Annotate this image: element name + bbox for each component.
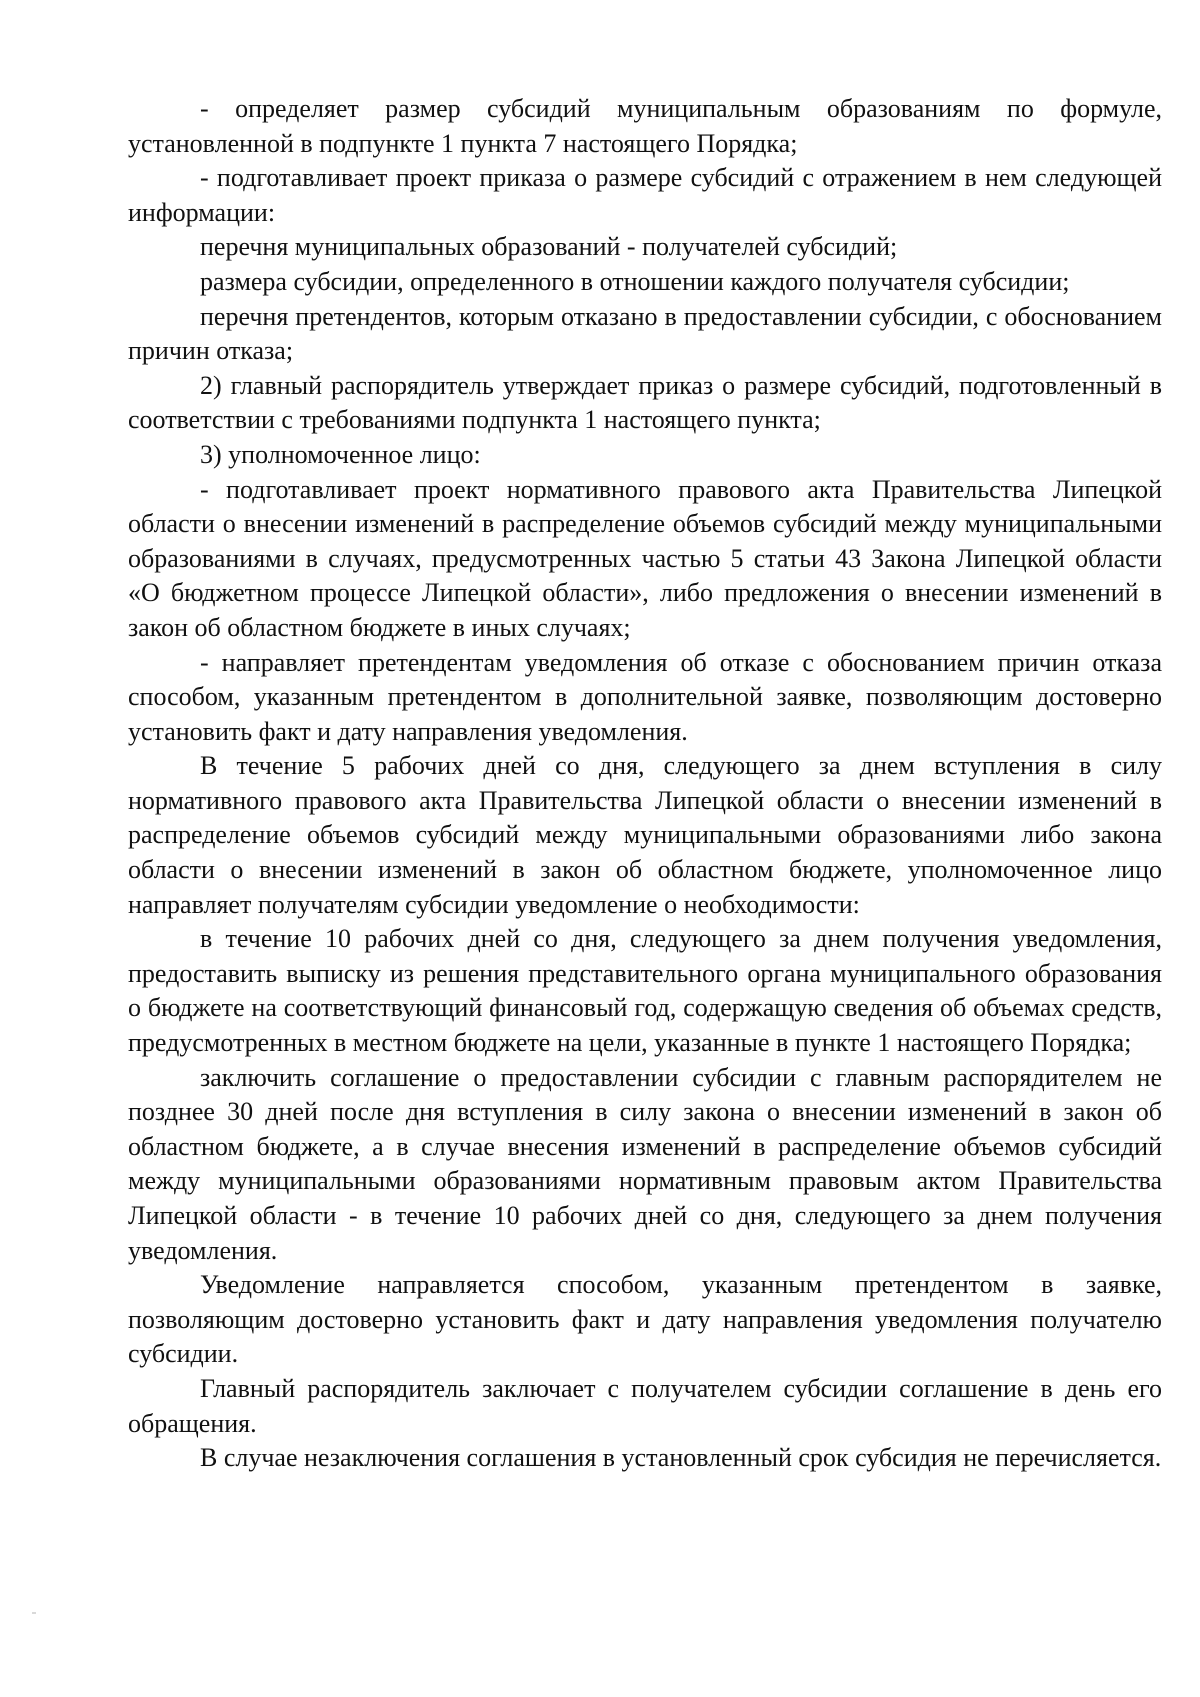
paragraph-7: 3) уполномоченное лицо: [200,439,481,469]
document-body [128,92,1162,1476]
paragraph-9: - направляет претендентам уведомления об отказе с обоснованием причин отказа способом, указанным претендентом в дополнительной заявке, позволяющим достоверно установить факт и дату направления уведомления. [128,647,1162,746]
paragraph-15: В случае незаключения соглашения в установленный срок субсидия не перечисляется. [200,1443,1162,1473]
paragraph-5: перечня претендентов, которым отказано в предоставлении субсидии, с обоснованием причин отказа; [128,301,1162,366]
paragraph-4: размера субсидии, определенного в отношении каждого получателя субсидии; [200,266,1070,296]
paragraph-1: - определяет размер субсидий муниципальным образованиям по формуле, установленной в подпункте 1 пункта 7 настоящего Порядка; [128,94,1162,158]
paragraph-2: - подготавливает проект приказа о размере субсидий с отражением в нем следующей информации: [128,163,1162,227]
paragraph-12: заключить соглашение о предоставлении субсидии с главным распорядителем не позднее 30 дней после дня вступления в силу закона о внесении изменений в закон об областном бюджете, а в случае внесения изменений в распределение объемов субсидий между муниципальными образованиями нормативным правовым актом Правительства Липецкой области - в течение 10 рабочих дней со дня, следующего за днем получения уведомления. [128,1062,1162,1265]
paragraph-10: В течение 5 рабочих дней со дня, следующего за днем вступления в силу нормативного правового акта Правительства Липецкой области о внесении изменений в распределение объемов субсидий между муниципальными образованиями либо закона области о внесении изменений в закон об областном бюджете, уполномоченное лицо направляет получателям субсидии уведомление о необходимости: [128,751,1162,919]
scan-artifact [32,1612,36,1614]
paragraph-11: в течение 10 рабочих дней со дня, следующего за днем получения уведомления, предоставить выписку из решения представительного органа муниципального образования о бюджете на соответствующий финансовый год, содержащую сведения об объемах средств, предусмотренных в местном бюджете на цели, указанные в пункте 1 настоящего Порядка; [128,924,1162,1058]
paragraph-6: 2) главный распорядитель утверждает приказ о размере субсидий, подготовленный в соответствии с требованиями подпункта 1 настоящего пункта; [128,370,1162,435]
paragraph-13: Уведомление направляется способом, указанным претендентом в заявке, позволяющим достоверно установить факт и дату направления уведомления получателю субсидии. [128,1270,1162,1369]
paragraph-3: перечня муниципальных образований - получателей субсидий; [200,232,898,262]
paragraph-14: Главный распорядитель заключает с получателем субсидии соглашение в день его обращения. [128,1373,1162,1438]
paragraph-8: - подготавливает проект нормативного правового акта Правительства Липецкой области о внесении изменений в распределение объемов субсидий между муниципальными образованиями в случаях, предусмотренных частью 5 статьи 43 Закона Липецкой области «О бюджетном процессе Липецкой области», либо предложения о внесении изменений в закон об областном бюджете в иных случаях; [128,474,1162,642]
